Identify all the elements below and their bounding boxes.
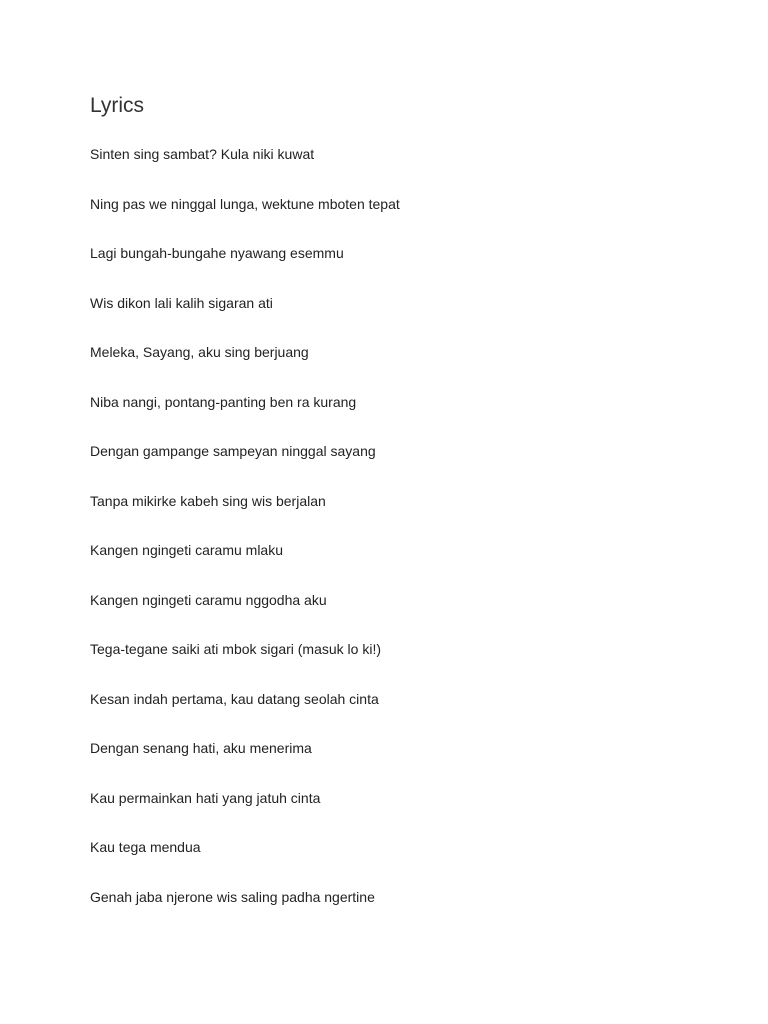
lyric-line: Kau permainkan hati yang jatuh cinta <box>90 789 321 806</box>
lyric-line: Tega-tegane saiki ati mbok sigari (masuk lo ki!) <box>90 641 382 657</box>
lyric-line: Dengan gampange sampeyan ninggal sayang <box>90 443 376 459</box>
lyric-line: Ning pas we ninggal lunga, wektune mboten tepat <box>90 195 400 212</box>
lyric-line: Wis dikon lali kalih sigaran ati <box>90 294 273 311</box>
lyric-line: Kau tega mendua <box>90 839 201 855</box>
lyric-line: Kangen ngingeti caramu mlaku <box>90 542 284 558</box>
lyric-line: Dengan senang hati, aku menerima <box>90 740 312 756</box>
lyric-line: Tanpa mikirke kabeh sing wis berjalan <box>90 492 326 509</box>
lyric-line: Meleka, Sayang, aku sing berjuang <box>90 344 309 360</box>
lyric-line: Niba nangi, pontang-panting ben ra kurang <box>90 393 357 410</box>
lyric-line: Genah jaba njerone wis saling padha ngertine <box>90 888 375 905</box>
lyric-line: Kesan indah pertama, kau datang seolah cinta <box>90 690 379 707</box>
lyric-line: Lagi bungah-bungahe nyawang esemmu <box>90 245 344 261</box>
lyric-line: Sinten sing sambat? Kula niki kuwat <box>90 146 315 162</box>
lyrics-list <box>90 145 400 937</box>
page-title: Lyrics <box>90 94 145 117</box>
lyric-line: Kangen ngingeti caramu nggodha aku <box>90 591 327 608</box>
